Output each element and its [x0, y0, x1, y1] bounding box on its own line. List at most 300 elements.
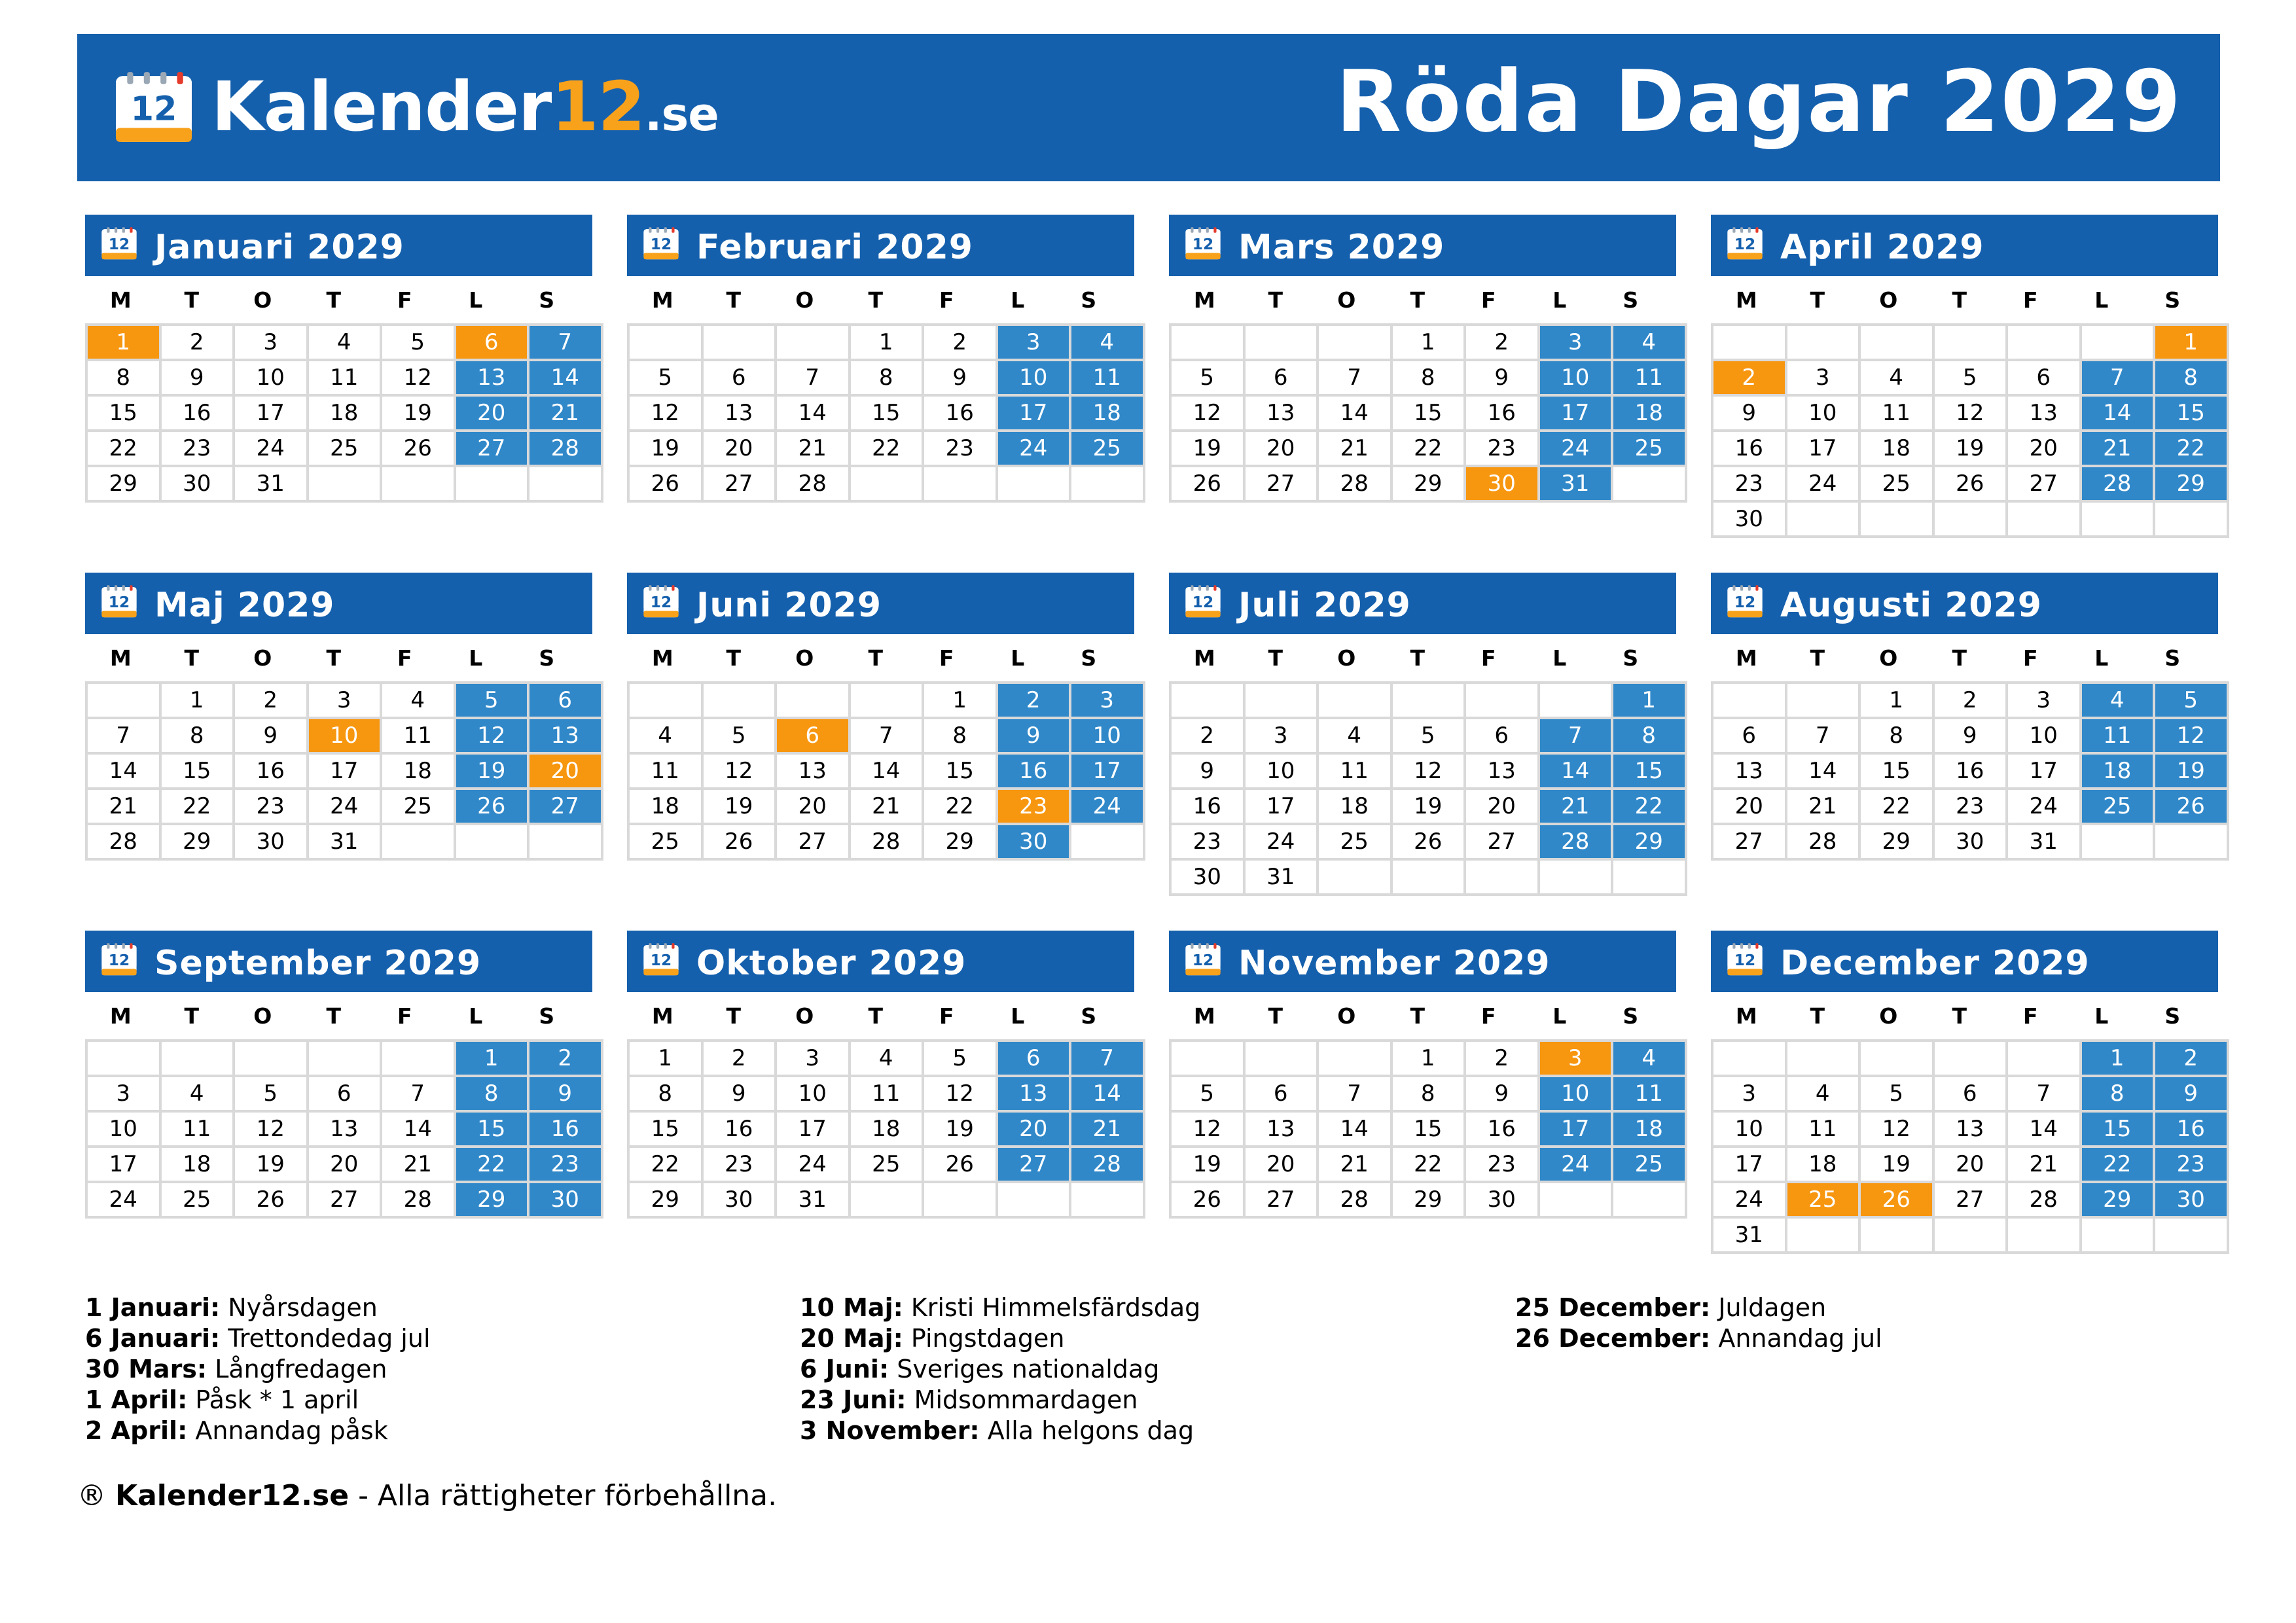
day-cell: 18 — [309, 397, 380, 429]
weekday-label: O — [1337, 1003, 1356, 1029]
weekday-label: T — [868, 287, 883, 313]
day-cell: 26 — [235, 1183, 306, 1216]
day-cell-holiday: 1 — [88, 326, 159, 359]
day-cell: 19 — [1393, 790, 1464, 823]
day-cell-weekend: 14 — [1071, 1077, 1143, 1110]
weekday-label: L — [469, 645, 483, 671]
holiday-column — [800, 1293, 1200, 1446]
weekday-label: T — [184, 287, 199, 313]
day-cell-empty — [1861, 1219, 1932, 1251]
weekday-label: M — [651, 645, 673, 671]
day-cell: 17 — [235, 397, 306, 429]
day-cell-empty — [998, 467, 1069, 500]
day-cell-holiday: 20 — [529, 755, 601, 787]
day-cell: 17 — [309, 755, 380, 787]
day-cell-empty — [704, 326, 775, 359]
holiday-entry — [800, 1416, 1200, 1446]
day-cell-empty — [1787, 326, 1859, 359]
day-cell: 27 — [1246, 467, 1317, 500]
svg-text:12: 12 — [108, 950, 130, 969]
day-cell: 4 — [382, 684, 454, 717]
day-cell: 14 — [777, 397, 848, 429]
day-cell: 27 — [309, 1183, 380, 1216]
weekday-header-row — [85, 992, 592, 1039]
day-cell-weekend: 12 — [2155, 719, 2227, 752]
day-cell-weekend: 14 — [1540, 755, 1611, 787]
day-cell: 7 — [851, 719, 922, 752]
month-header — [1711, 573, 2218, 634]
day-cell-empty — [1861, 1042, 1932, 1075]
month-header — [1169, 215, 1676, 276]
day-cell: 19 — [382, 397, 454, 429]
weekday-label: T — [1952, 1003, 1967, 1029]
weekday-label: F — [1480, 1003, 1496, 1029]
page-title: Röda Dagar 2029 — [1335, 52, 2182, 151]
day-cell-empty — [1713, 326, 1785, 359]
day-cell: 5 — [1861, 1077, 1932, 1110]
calendar-12-icon — [1185, 226, 1221, 260]
day-cell: 6 — [1935, 1077, 2006, 1110]
day-cell-weekend: 19 — [456, 755, 528, 787]
holiday-date: 30 Mars: — [85, 1355, 207, 1383]
day-cell: 16 — [1466, 1113, 1537, 1145]
month-calendar — [85, 931, 592, 1219]
day-cell-weekend: 9 — [2155, 1077, 2227, 1110]
weekday-label: O — [1879, 1003, 1898, 1029]
day-cell: 15 — [630, 1113, 701, 1145]
day-cell: 6 — [1466, 719, 1537, 752]
day-cell: 5 — [1935, 361, 2006, 394]
day-cell: 2 — [1172, 719, 1243, 752]
day-cell-weekend: 8 — [456, 1077, 528, 1110]
weekday-label: F — [939, 645, 954, 671]
day-cell-empty — [1540, 1183, 1611, 1216]
day-cell-empty — [529, 467, 601, 500]
day-cell-weekend: 7 — [1540, 719, 1611, 752]
day-cell: 17 — [88, 1148, 159, 1181]
day-cell-weekend: 11 — [2082, 719, 2153, 752]
day-cell: 23 — [924, 432, 996, 465]
weekday-header-row — [85, 634, 592, 681]
weekday-label: L — [1011, 287, 1025, 313]
day-cell-empty — [1787, 1042, 1859, 1075]
day-cell: 9 — [704, 1077, 775, 1110]
day-cell: 11 — [1861, 397, 1932, 429]
calendar-12-icon — [101, 226, 137, 260]
day-cell: 2 — [704, 1042, 775, 1075]
day-cell: 11 — [851, 1077, 922, 1110]
day-cell: 7 — [777, 361, 848, 394]
holiday-name: Alla helgons dag — [987, 1416, 1194, 1445]
weekday-label: L — [1011, 645, 1025, 671]
day-cell-weekend: 8 — [2082, 1077, 2153, 1110]
day-cell-empty — [2082, 1219, 2153, 1251]
day-cell: 13 — [1935, 1113, 2006, 1145]
month-calendar — [1711, 931, 2218, 1254]
weekday-header-row — [1169, 992, 1676, 1039]
day-cell: 21 — [382, 1148, 454, 1181]
day-cell-weekend: 16 — [998, 755, 1069, 787]
day-cell: 3 — [1787, 361, 1859, 394]
day-cell: 20 — [1246, 432, 1317, 465]
weekday-label: S — [1623, 1003, 1639, 1029]
day-cell-weekend: 20 — [456, 397, 528, 429]
day-cell-empty — [1613, 1183, 1685, 1216]
day-cell: 12 — [1172, 1113, 1243, 1145]
day-cell: 9 — [1172, 755, 1243, 787]
month-header — [627, 931, 1134, 992]
calendar-12-icon — [101, 942, 137, 976]
day-cell: 17 — [1713, 1148, 1785, 1181]
day-cell: 5 — [1172, 361, 1243, 394]
day-cell: 15 — [88, 397, 159, 429]
day-cell: 4 — [630, 719, 701, 752]
day-cell-weekend: 29 — [456, 1183, 528, 1216]
day-cell: 16 — [1466, 397, 1537, 429]
day-cell: 18 — [382, 755, 454, 787]
day-grid — [1711, 323, 2229, 538]
day-cell: 10 — [1713, 1113, 1785, 1145]
day-cell: 8 — [1393, 361, 1464, 394]
weekday-header-row — [1169, 276, 1676, 323]
day-cell-weekend: 25 — [2082, 790, 2153, 823]
day-cell-empty — [1172, 1042, 1243, 1075]
day-cell-empty — [1540, 684, 1611, 717]
holiday-date: 10 Maj: — [800, 1293, 903, 1322]
day-cell: 20 — [1935, 1148, 2006, 1181]
month-header — [85, 573, 592, 634]
weekday-label: O — [795, 645, 814, 671]
day-cell-weekend: 15 — [2082, 1113, 2153, 1145]
month-calendar — [85, 573, 592, 861]
day-cell: 6 — [1246, 1077, 1317, 1110]
weekday-label: T — [326, 645, 341, 671]
weekday-label: F — [1480, 287, 1496, 313]
day-cell: 19 — [630, 432, 701, 465]
weekday-label: F — [397, 287, 412, 313]
day-cell-empty — [456, 467, 528, 500]
day-cell: 23 — [1466, 1148, 1537, 1181]
day-cell: 14 — [2008, 1113, 2079, 1145]
weekday-label: M — [1193, 1003, 1215, 1029]
day-cell: 19 — [235, 1148, 306, 1181]
weekday-label: M — [109, 1003, 132, 1029]
weekday-label: O — [253, 645, 272, 671]
month-title: Februari 2029 — [696, 228, 973, 267]
calendar-12-icon — [1185, 584, 1221, 618]
month-calendar — [1711, 573, 2218, 861]
day-cell-weekend: 15 — [2155, 397, 2227, 429]
month-header — [1169, 931, 1676, 992]
month-calendar — [1711, 215, 2218, 538]
svg-text:12: 12 — [1734, 950, 1756, 969]
weekday-label: O — [1879, 287, 1898, 313]
day-cell-weekend: 22 — [2082, 1148, 2153, 1181]
day-cell: 13 — [777, 755, 848, 787]
day-cell: 7 — [1319, 361, 1390, 394]
weekday-label: T — [326, 1003, 341, 1029]
day-cell-empty — [2008, 1042, 2079, 1075]
day-cell-weekend: 28 — [1540, 825, 1611, 858]
day-cell-empty — [2155, 503, 2227, 535]
weekday-label: F — [2022, 287, 2038, 313]
day-cell: 6 — [309, 1077, 380, 1110]
day-cell-empty — [382, 467, 454, 500]
day-cell: 12 — [924, 1077, 996, 1110]
day-cell-holiday: 2 — [1713, 361, 1785, 394]
day-cell: 9 — [1466, 361, 1537, 394]
day-cell: 9 — [162, 361, 233, 394]
day-cell: 30 — [1935, 825, 2006, 858]
day-cell: 11 — [630, 755, 701, 787]
svg-text:12: 12 — [650, 234, 672, 253]
page-header — [77, 34, 2220, 181]
weekday-label: M — [1193, 287, 1215, 313]
day-cell: 3 — [309, 684, 380, 717]
day-cell-weekend: 17 — [1540, 1113, 1611, 1145]
weekday-header-row — [627, 634, 1134, 681]
day-cell: 15 — [851, 397, 922, 429]
day-cell: 11 — [1787, 1113, 1859, 1145]
day-cell-weekend: 25 — [1613, 432, 1685, 465]
day-cell: 5 — [924, 1042, 996, 1075]
day-cell-weekend: 15 — [456, 1113, 528, 1145]
day-cell-holiday: 6 — [777, 719, 848, 752]
day-cell: 6 — [2008, 361, 2079, 394]
day-cell-weekend: 13 — [529, 719, 601, 752]
day-cell: 14 — [88, 755, 159, 787]
holiday-date: 23 Juni: — [800, 1385, 906, 1414]
day-cell-weekend: 9 — [529, 1077, 601, 1110]
day-cell-holiday: 10 — [309, 719, 380, 752]
day-cell-empty — [1713, 1042, 1785, 1075]
day-cell: 29 — [630, 1183, 701, 1216]
day-cell: 23 — [162, 432, 233, 465]
day-cell: 29 — [1393, 1183, 1464, 1216]
day-cell-empty — [529, 825, 601, 858]
day-cell: 28 — [88, 825, 159, 858]
holiday-entry — [800, 1385, 1200, 1416]
day-cell-empty — [1071, 1183, 1143, 1216]
day-cell: 16 — [704, 1113, 775, 1145]
day-cell: 8 — [162, 719, 233, 752]
day-cell: 31 — [2008, 825, 2079, 858]
svg-text:12: 12 — [1734, 592, 1756, 611]
month-title: December 2029 — [1780, 944, 2090, 983]
day-cell: 5 — [382, 326, 454, 359]
day-cell: 25 — [851, 1148, 922, 1181]
weekday-label: F — [939, 287, 954, 313]
day-cell: 19 — [1172, 432, 1243, 465]
day-cell: 11 — [1319, 755, 1390, 787]
day-cell-weekend: 11 — [1613, 361, 1685, 394]
holiday-name: Annandag jul — [1718, 1324, 1882, 1353]
day-cell: 26 — [1172, 467, 1243, 500]
registered-symbol: ® — [77, 1479, 106, 1512]
day-cell: 6 — [704, 361, 775, 394]
day-cell: 7 — [88, 719, 159, 752]
day-cell: 18 — [1787, 1148, 1859, 1181]
day-cell: 8 — [1393, 1077, 1464, 1110]
day-cell-weekend: 31 — [1540, 467, 1611, 500]
day-cell: 8 — [630, 1077, 701, 1110]
day-cell-weekend: 22 — [2155, 432, 2227, 465]
weekday-label: O — [253, 287, 272, 313]
day-cell-weekend: 24 — [1071, 790, 1143, 823]
weekday-label: S — [2164, 1003, 2181, 1029]
day-cell: 31 — [777, 1183, 848, 1216]
month-header — [1169, 573, 1676, 634]
day-cell-weekend: 19 — [2155, 755, 2227, 787]
holiday-date: 3 November: — [800, 1416, 980, 1445]
day-cell: 24 — [1713, 1183, 1785, 1216]
day-cell: 28 — [851, 825, 922, 858]
weekday-label: L — [469, 287, 483, 313]
weekday-header-row — [1711, 992, 2218, 1039]
day-cell-weekend: 27 — [998, 1148, 1069, 1181]
weekday-header-row — [627, 992, 1134, 1039]
day-cell-weekend: 13 — [998, 1077, 1069, 1110]
day-cell-empty — [2008, 503, 2079, 535]
day-cell-weekend: 28 — [2082, 467, 2153, 500]
month-header — [627, 215, 1134, 276]
day-cell: 10 — [88, 1113, 159, 1145]
site-logo-text: Kalender12.se — [211, 67, 719, 147]
day-cell: 1 — [162, 684, 233, 717]
holiday-name: Kristi Himmelsfärdsdag — [910, 1293, 1201, 1322]
day-cell-empty — [382, 825, 454, 858]
day-cell: 20 — [309, 1148, 380, 1181]
day-cell-weekend: 11 — [1071, 361, 1143, 394]
day-cell-weekend: 1 — [1613, 684, 1685, 717]
weekday-label: F — [2022, 1003, 2038, 1029]
day-grid — [1711, 1039, 2229, 1254]
weekday-label: T — [1410, 287, 1425, 313]
weekday-label: L — [2094, 287, 2109, 313]
day-cell: 15 — [1393, 1113, 1464, 1145]
day-cell-weekend: 28 — [1071, 1148, 1143, 1181]
day-cell: 18 — [1319, 790, 1390, 823]
day-cell-empty — [1246, 684, 1317, 717]
weekday-label: T — [1810, 287, 1825, 313]
day-cell: 5 — [235, 1077, 306, 1110]
day-cell: 1 — [1393, 326, 1464, 359]
weekday-label: M — [109, 645, 132, 671]
holiday-name: Juldagen — [1718, 1293, 1827, 1322]
weekday-label: L — [1552, 1003, 1567, 1029]
day-cell-weekend: 25 — [1071, 432, 1143, 465]
day-cell: 16 — [1172, 790, 1243, 823]
day-cell-weekend: 8 — [1613, 719, 1685, 752]
day-cell: 19 — [1172, 1148, 1243, 1181]
day-cell-empty — [1787, 1219, 1859, 1251]
weekday-label: S — [1623, 287, 1639, 313]
calendar-12-icon — [643, 584, 679, 618]
day-cell: 4 — [1319, 719, 1390, 752]
day-cell: 31 — [235, 467, 306, 500]
holiday-date: 26 December: — [1515, 1324, 1711, 1353]
day-cell-empty — [998, 1183, 1069, 1216]
day-cell: 16 — [924, 397, 996, 429]
day-cell: 24 — [2008, 790, 2079, 823]
day-cell: 30 — [1172, 861, 1243, 893]
svg-text:12: 12 — [1192, 950, 1214, 969]
day-cell: 23 — [1172, 825, 1243, 858]
day-cell: 24 — [1787, 467, 1859, 500]
day-grid — [627, 323, 1145, 503]
day-cell: 11 — [382, 719, 454, 752]
day-cell-weekend: 21 — [2082, 432, 2153, 465]
calendar-12-icon — [643, 226, 679, 260]
day-cell: 22 — [630, 1148, 701, 1181]
day-cell: 2 — [1935, 684, 2006, 717]
day-cell: 1 — [851, 326, 922, 359]
day-cell: 27 — [2008, 467, 2079, 500]
holiday-name: Nyårsdagen — [228, 1293, 378, 1322]
weekday-header-row — [85, 276, 592, 323]
day-cell: 13 — [1466, 755, 1537, 787]
day-cell-weekend: 17 — [998, 397, 1069, 429]
day-cell-weekend: 13 — [456, 361, 528, 394]
svg-text:12: 12 — [1192, 592, 1214, 611]
weekday-label: L — [2094, 1003, 2109, 1029]
day-cell: 2 — [235, 684, 306, 717]
day-cell-empty — [1861, 503, 1932, 535]
day-cell-empty — [88, 1042, 159, 1075]
weekday-label: T — [726, 1003, 741, 1029]
day-cell: 13 — [1246, 1113, 1317, 1145]
day-cell-empty — [235, 1042, 306, 1075]
day-cell: 29 — [88, 467, 159, 500]
day-cell-empty — [88, 684, 159, 717]
day-cell: 24 — [309, 790, 380, 823]
weekday-label: F — [2022, 645, 2038, 671]
month-header — [1711, 215, 2218, 276]
holiday-date: 1 Januari: — [85, 1293, 221, 1322]
day-cell-weekend: 18 — [1071, 397, 1143, 429]
weekday-label: O — [795, 287, 814, 313]
day-cell: 24 — [777, 1148, 848, 1181]
holiday-column — [1515, 1293, 1882, 1354]
weekday-label: T — [1810, 1003, 1825, 1029]
day-cell: 10 — [2008, 719, 2079, 752]
day-cell-empty — [851, 684, 922, 717]
day-cell-weekend: 17 — [1071, 755, 1143, 787]
day-cell-weekend: 10 — [1071, 719, 1143, 752]
month-header — [627, 573, 1134, 634]
holiday-name: Långfredagen — [215, 1355, 387, 1383]
day-cell-weekend: 6 — [998, 1042, 1069, 1075]
day-cell: 4 — [1787, 1077, 1859, 1110]
day-cell-weekend: 21 — [1071, 1113, 1143, 1145]
day-cell-empty — [1393, 684, 1464, 717]
weekday-label: T — [1952, 645, 1967, 671]
day-cell: 31 — [1713, 1219, 1785, 1251]
day-cell-empty — [777, 326, 848, 359]
weekday-header-row — [627, 276, 1134, 323]
svg-text:12: 12 — [650, 950, 672, 969]
weekday-label: T — [1410, 645, 1425, 671]
day-cell-holiday: 30 — [1466, 467, 1537, 500]
day-cell-empty — [630, 326, 701, 359]
day-cell: 9 — [1935, 719, 2006, 752]
day-cell: 23 — [1466, 432, 1537, 465]
day-cell: 5 — [1172, 1077, 1243, 1110]
day-cell: 28 — [382, 1183, 454, 1216]
holiday-entry — [85, 1323, 431, 1354]
day-cell: 10 — [777, 1077, 848, 1110]
day-cell: 22 — [851, 432, 922, 465]
